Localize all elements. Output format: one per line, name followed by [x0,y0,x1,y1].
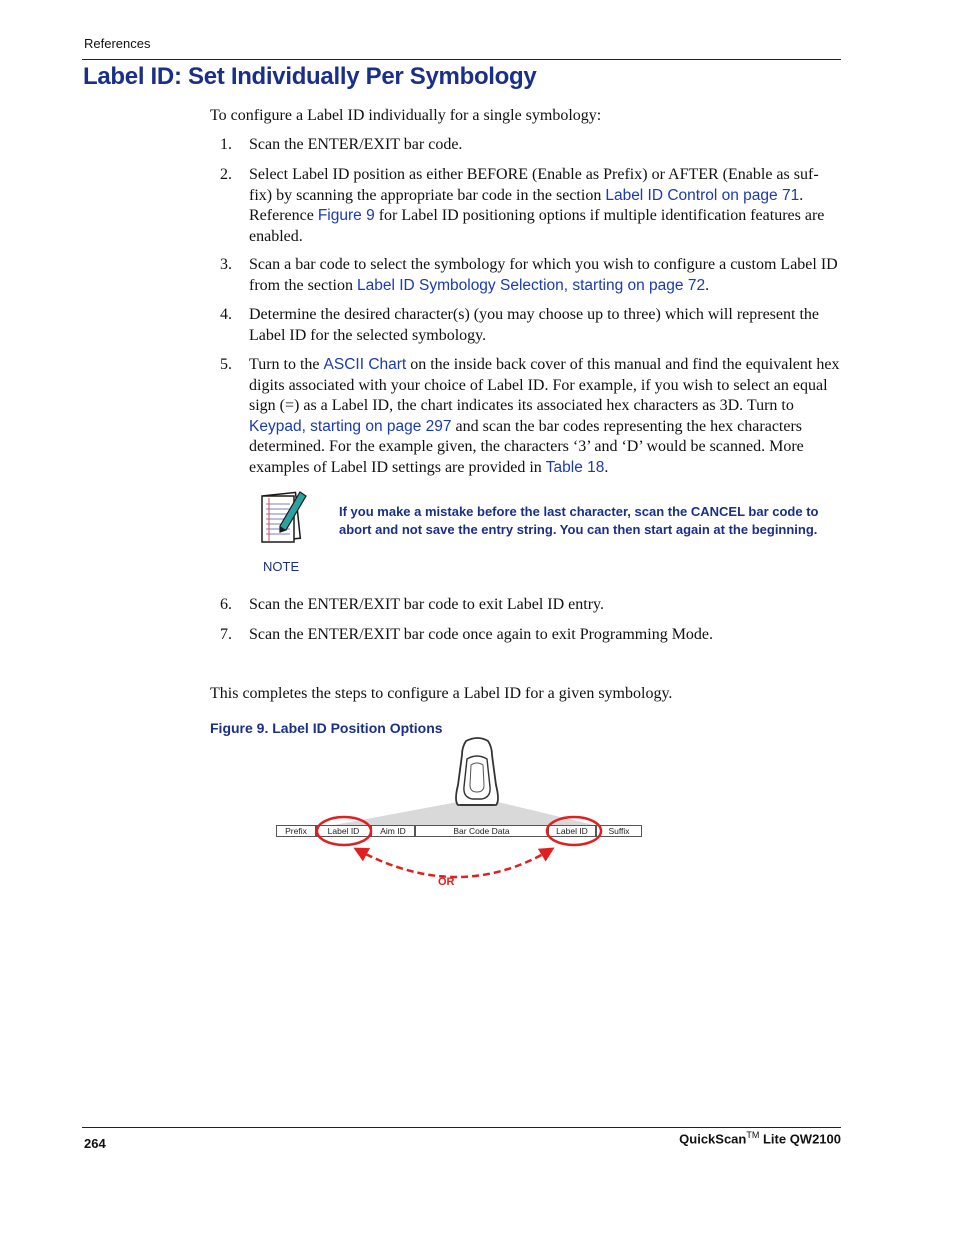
step-text [249,135,840,156]
page-title: Label ID: Set Individually Per Symbology [83,63,537,90]
field-label-id-after: Label ID [548,825,596,837]
model-label: Lite QW2100 [759,1131,841,1147]
step-1 [220,135,840,156]
step-text: Scan the ENTER/EXIT bar code to exit Label ID entry. [249,596,604,613]
product-name [679,1130,841,1146]
step-6 [220,595,840,616]
or-label: OR [438,876,455,888]
footer-rule [82,1127,841,1128]
step-5 [220,355,840,478]
highlight-after [547,817,601,845]
highlight-before [317,817,371,845]
cross-reference-link[interactable]: Label ID Control on page 71 [605,186,800,204]
cross-reference-link[interactable]: Keypad, starting on page 297 [249,417,452,435]
step-text-run: and scan the bar codes representing the hex characters determined. For the example given, the characters ‘3’ and ‘D’ would be scanned. More examples of Label ID settings are provided in [249,417,804,476]
step-text-run: Select Label ID position as either BEFORE (Enable as Prefix) or AFTER (Enable as suf-fix) by scanning the appropriate bar code in the section [249,166,819,204]
field-bar-code-data: Bar Code Data [415,825,548,837]
step-number: 5. [220,356,232,373]
step-text-run: Determine the desired character(s) (you may choose up to three) which will represent the Label ID for the selected symbology. [249,306,819,344]
step-text-run: Scan the ENTER/EXIT bar code. [249,136,463,153]
figure-caption: Figure 9. Label ID Position Options [210,720,443,736]
step-number: 6. [220,596,232,613]
position-arc [356,849,552,877]
step-number: 7. [220,626,232,643]
step-text [249,305,840,346]
step-text [249,165,840,247]
cross-reference-link[interactable]: Label ID Symbology Selection, starting on page 72 [356,276,706,294]
cross-reference-link[interactable]: Figure 9 [317,207,375,224]
field-aim-id: Aim ID [371,825,415,837]
step-2 [220,165,840,247]
step-text-run: Turn to the [249,356,324,373]
running-header: References [84,36,151,51]
label-id-highlights [270,805,660,895]
product-label: QuickScan [679,1131,747,1147]
scanner-icon [456,738,498,805]
note-text: If you make a mistake before the last character, scan the CANCEL bar code to abort and not save the entry string. You can then start again at the beginning. [339,504,819,537]
step-7 [220,625,840,646]
step-number: 2. [220,166,232,183]
cross-reference-link[interactable]: ASCII Chart [323,356,407,373]
step-4 [220,305,840,346]
step-text-run: on the inside back cover of this manual and find the equivalent hex digits associated with your choice of Label ID. For example, if you wish to select an equal sign (=) as a Label ID, the chart indicates its associated hex characters as 3D. Turn to [249,356,840,414]
intro-paragraph: To configure a Label ID individually for a single symbology: [210,107,602,124]
step-number: 4. [220,306,232,323]
page-number: 264 [84,1136,106,1151]
step-text-run: for Label ID positioning options if multiple identification features are enabled. [249,207,825,245]
field-label-id-before: Label ID [316,825,371,837]
trademark-mark: TM [746,1130,760,1140]
step-text-run: . [604,458,609,476]
header-rule [82,59,841,60]
note-label: NOTE [263,559,300,574]
step-text-run: . Reference [249,186,804,224]
step-number: 1. [220,136,232,153]
step-text: Scan the ENTER/EXIT bar code once again to exit Programming Mode. [249,626,714,643]
field-prefix: Prefix [276,825,316,837]
step-3 [220,255,840,296]
note-pad-pen-icon [258,486,308,546]
step-text [249,355,840,478]
step-number: 3. [220,256,232,273]
cross-reference-link[interactable]: Table 18 [545,458,605,476]
step-text-run: Scan a bar code to select the symbology for which you wish to configure a custom Label ID from the section [249,256,838,294]
step-text-run: . [705,276,710,294]
closing-paragraph: This completes the steps to configure a Label ID for a given symbology. [210,685,673,702]
step-text [249,255,840,296]
field-suffix: Suffix [596,825,642,837]
